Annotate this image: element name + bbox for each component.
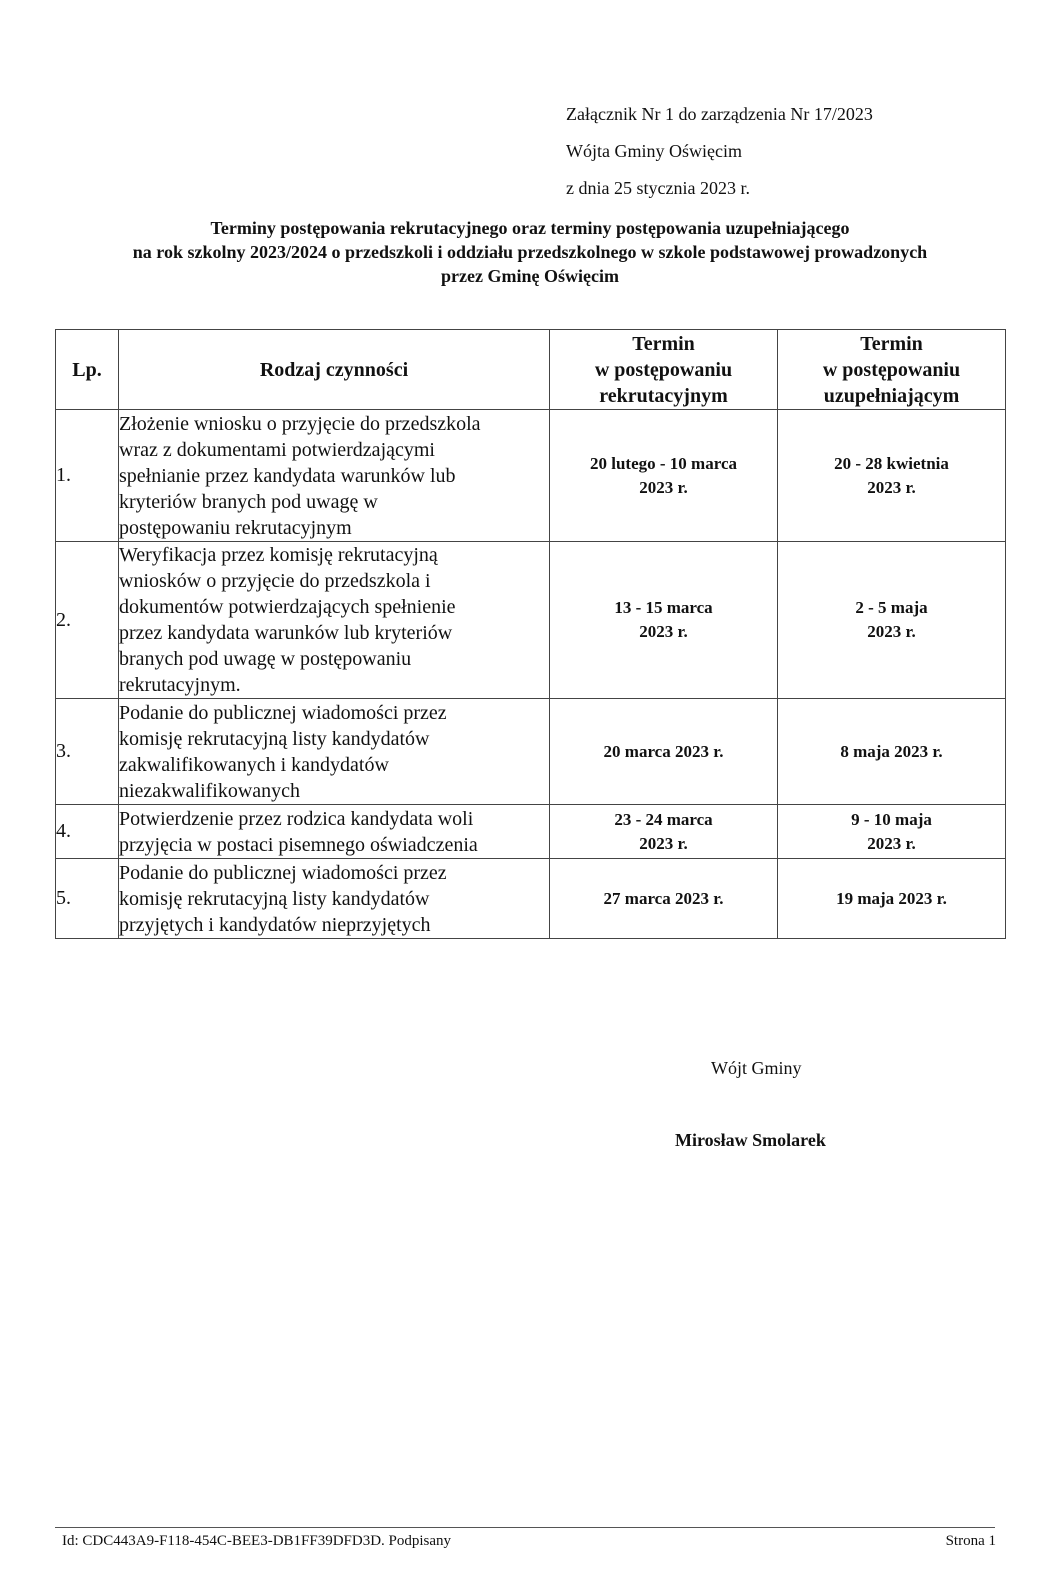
annex-line-3: z dnia 25 stycznia 2023 r. (566, 178, 750, 198)
activity-line: niezakwalifikowanych (119, 779, 301, 802)
activity-line: przez kandydata warunków lub kryteriów (119, 622, 453, 644)
table-row (56, 805, 1006, 859)
date-line: 9 - 10 maja (851, 809, 932, 829)
row-number: 4. (56, 805, 119, 859)
table-row (56, 859, 1006, 939)
supplementary-date-cell (778, 859, 1006, 939)
activity-line: dokumentów potwierdzających spełnienie (119, 596, 456, 618)
table-row (56, 410, 1006, 542)
date-line: 19 maja 2023 r. (836, 888, 947, 908)
document-id: Id: CDC443A9-F118-454C-BEE3-DB1FF39DFD3D. Podpisany (62, 1533, 452, 1549)
header-supplementary-line-2: w postępowaniu (822, 358, 961, 381)
activity-line: Weryfikacja przez komisję rekrutacyjną (119, 544, 438, 566)
date-line: 2023 r. (867, 477, 916, 497)
row-number: 2. (56, 542, 119, 699)
signer-role: Wójt Gminy (711, 1058, 802, 1078)
header-activity: Rodzaj czynności (119, 330, 550, 410)
activity-line: Potwierdzenie przez rodzica kandydata woli (119, 807, 474, 830)
footer-divider (55, 1527, 995, 1528)
activity-cell (119, 542, 550, 699)
activity-line: postępowaniu rekrutacyjnym (119, 516, 352, 539)
date-line: 13 - 15 marca (614, 598, 713, 617)
activity-cell (119, 410, 550, 542)
header-lp: Lp. (56, 330, 119, 410)
supplementary-date-cell (778, 699, 1006, 805)
table-header-row (56, 330, 1006, 410)
activity-line: Podanie do publicznej wiadomości przez (119, 861, 447, 884)
recruitment-date-cell (550, 542, 778, 699)
activity-line: rekrutacyjnym. (119, 674, 241, 696)
recruitment-date-cell (550, 410, 778, 542)
supplementary-date-cell (778, 805, 1006, 859)
title-line-1: Terminy postępowania rekrutacyjnego oraz terminy postępowania uzupełniającego (210, 218, 850, 238)
recruitment-date-cell (550, 859, 778, 939)
header-recruitment-line-1: Termin (632, 332, 695, 355)
title-line-2: na rok szkolny 2023/2024 o przedszkoli i oddziału przedszkolnego w szkole podstawowej prowadzonych (132, 242, 928, 262)
header-recruitment-line-2: w postępowaniu (594, 358, 733, 381)
schedule-table (55, 329, 1006, 939)
header-supplementary-line-3: uzupełniającym (823, 384, 960, 407)
annex-line-2: Wójta Gminy Oświęcim (566, 141, 742, 161)
activity-line: kryteriów branych pod uwagę w (119, 490, 378, 513)
date-line: 8 maja 2023 r. (840, 741, 943, 761)
activity-line: zakwalifikowanych i kandydatów (119, 753, 389, 776)
date-line: 23 - 24 marca (614, 809, 713, 829)
supplementary-date-cell (778, 410, 1006, 542)
signer-name: Mirosław Smolarek (675, 1130, 826, 1150)
date-line: 2023 r. (867, 833, 916, 853)
table-row (56, 699, 1006, 805)
activity-line: komisję rekrutacyjną listy kandydatów (119, 887, 430, 910)
row-number: 1. (56, 410, 119, 542)
activity-line: przyjętych i kandydatów nieprzyjętych (119, 913, 431, 936)
date-line: 2 - 5 maja (855, 598, 928, 617)
activity-line: spełnianie przez kandydata warunków lub (119, 464, 456, 487)
header-supplementary-line-1: Termin (860, 332, 923, 355)
activity-line: przyjęcia w postaci pisemnego oświadczenia (119, 833, 478, 856)
document-title (40, 216, 1020, 288)
date-line: 2023 r. (867, 622, 916, 641)
header-supplementary-term (778, 330, 1006, 410)
header-recruitment-term (550, 330, 778, 410)
table-row (56, 542, 1006, 699)
activity-cell (119, 805, 550, 859)
date-line: 20 lutego - 10 marca (590, 453, 737, 473)
supplementary-date-cell (778, 542, 1006, 699)
page-number: Strona 1 (945, 1533, 996, 1549)
date-line: 20 marca 2023 r. (603, 741, 724, 761)
recruitment-date-cell (550, 699, 778, 805)
annex-header (566, 96, 873, 207)
activity-line: Złożenie wniosku o przyjęcie do przedszkola (119, 412, 481, 435)
activity-line: wniosków o przyjęcie do przedszkola i (119, 570, 431, 592)
annex-line-1: Załącznik Nr 1 do zarządzenia Nr 17/2023 (566, 104, 873, 124)
row-number: 5. (56, 859, 119, 939)
activity-line: branych pod uwagę w postępowaniu (119, 648, 412, 670)
row-number: 3. (56, 699, 119, 805)
date-line: 20 - 28 kwietnia (834, 453, 949, 473)
date-line: 27 marca 2023 r. (603, 888, 724, 908)
activity-cell (119, 699, 550, 805)
date-line: 2023 r. (639, 477, 688, 497)
activity-line: wraz z dokumentami potwierdzającymi (119, 438, 435, 461)
activity-line: Podanie do publicznej wiadomości przez (119, 701, 447, 724)
header-recruitment-line-3: rekrutacyjnym (599, 384, 728, 407)
recruitment-date-cell (550, 805, 778, 859)
date-line: 2023 r. (639, 622, 688, 641)
activity-cell (119, 859, 550, 939)
activity-line: komisję rekrutacyjną listy kandydatów (119, 727, 430, 750)
date-line: 2023 r. (639, 833, 688, 853)
title-line-3: przez Gminę Oświęcim (441, 266, 619, 286)
